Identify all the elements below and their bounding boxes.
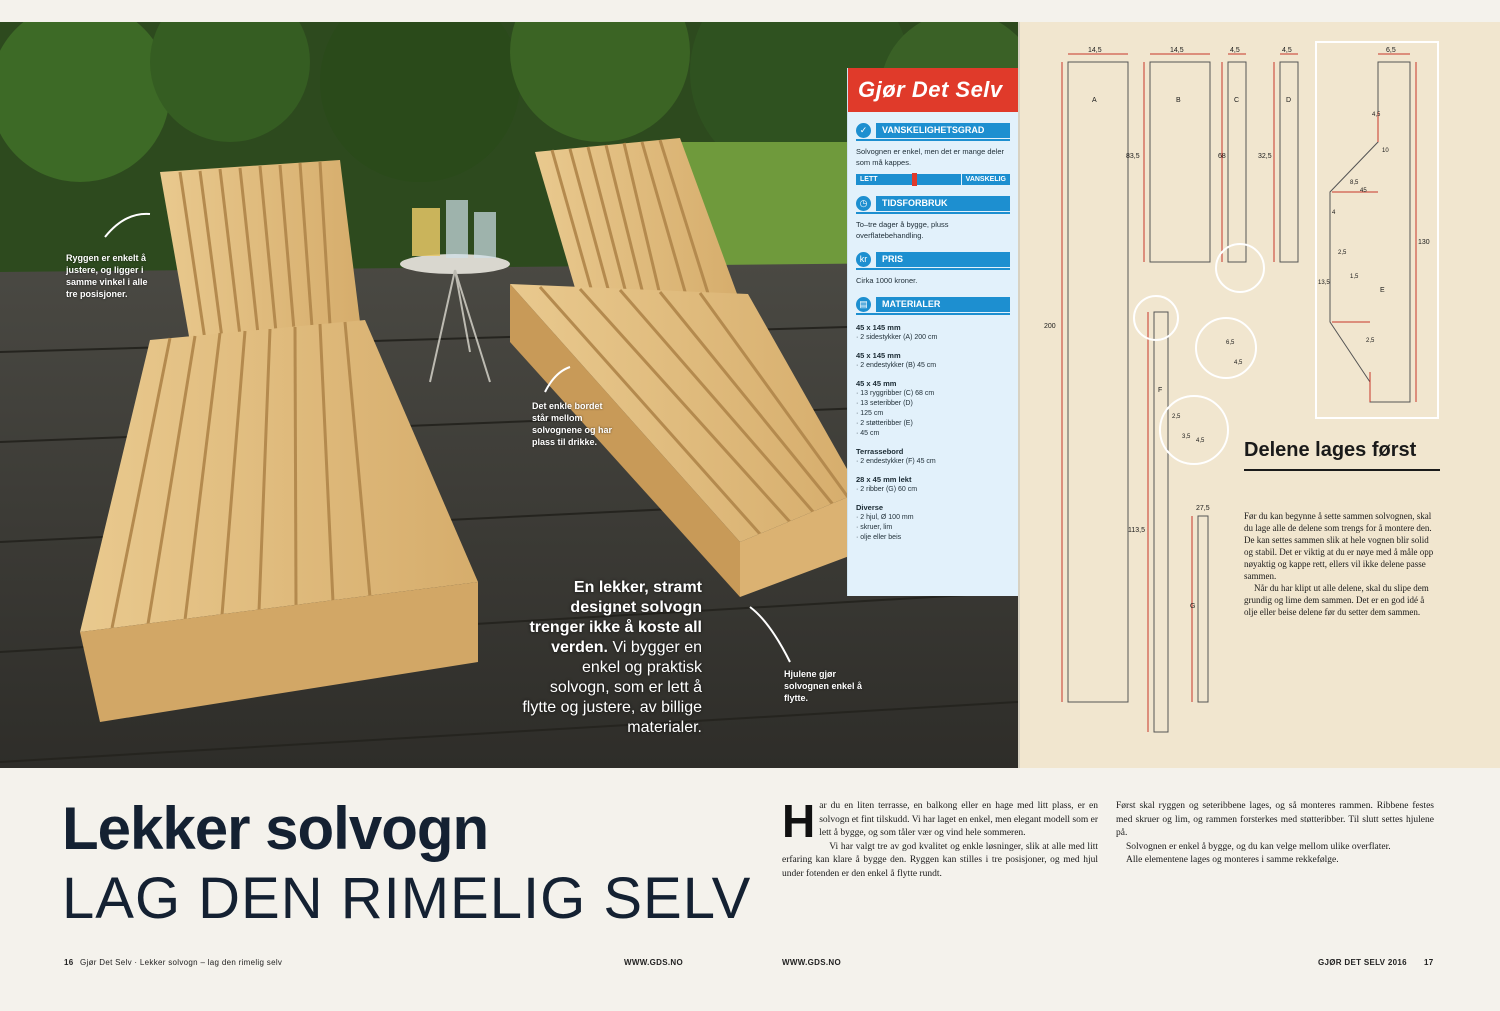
part-c-length: 68	[1218, 153, 1226, 160]
material-line: · skruer, lim	[856, 524, 893, 531]
footer-left-text: Gjør Det Selv · Lekker solvogn – lag den rimelig selv	[80, 958, 283, 967]
detail-dimension-label: 4,5	[1234, 360, 1243, 366]
part-b-length: 83,5	[1126, 153, 1140, 160]
part-d-length: 32,5	[1258, 153, 1272, 160]
material-group	[856, 322, 1010, 343]
parts-diagram	[1020, 22, 1500, 768]
material-line: · 2 støtteribber (E)	[856, 420, 913, 427]
diy-header: Gjør Det Selv	[848, 68, 1018, 112]
meter-bar	[882, 174, 961, 185]
detail-dimension-label: 2,5	[1172, 414, 1181, 420]
part-g-width: 27,5	[1196, 505, 1210, 512]
pull-quote-bold: En lekker, stramt designet solvogn trenger ikke å koste all verden.	[529, 579, 702, 656]
material-group-title: 45 x 145 mm	[856, 351, 901, 360]
article-headline: Lekker solvogn	[62, 795, 489, 862]
material-line: · 2 endestykker (B) 45 cm	[856, 362, 937, 369]
article-paragraph: Har du en liten terrasse, en balkong eller en hage med litt plass, er en solvogn et fint tilskudd. Vi har laget en enkel, men elegant modell som er lett å bygge, og som tåler vær og vind hele sommeren.	[782, 795, 1098, 847]
page-number-left: 16	[64, 958, 74, 967]
photo-caption-table: Det enkle bordet står mellom solvognene og har plass til drikke.	[532, 401, 613, 447]
article-paragraph: Solvognen er enkel å bygge, og du kan velge mellom ulike overflater.	[1126, 841, 1391, 852]
part-g-label: G	[1190, 603, 1196, 610]
materials-list	[856, 322, 1010, 543]
diy-section-title: VANSKELIGHETSGRAD	[876, 123, 1010, 138]
diy-section-price	[856, 251, 1010, 286]
part-d-width: 4,5	[1282, 47, 1292, 54]
material-line: · 13 ryggribber (C) 68 cm	[856, 390, 935, 397]
material-line: · 125 cm	[856, 410, 884, 417]
diy-section-title: PRIS	[876, 252, 1010, 267]
material-group-title: 45 x 45 mm	[856, 379, 897, 388]
parts-section-body	[1244, 510, 1436, 618]
drop-cap: H	[782, 795, 816, 847]
parts-drawing	[1020, 22, 1500, 768]
material-group-title: 45 x 145 mm	[856, 323, 901, 332]
part-e-length: 130	[1418, 239, 1430, 246]
detail-dimension-label: 3,5	[1182, 434, 1191, 440]
parts-section-title: Delene lages først	[1244, 440, 1440, 471]
difficulty-icon: ✓	[856, 123, 871, 138]
detail-dimension-label: 2,5	[1366, 338, 1375, 344]
diy-section-difficulty	[856, 122, 1010, 185]
material-line: · olje eller beis	[856, 534, 902, 541]
article-column-1	[782, 795, 1098, 881]
photo-caption-back: Ryggen er enkelt å justere, og ligger i samme vinkel i alle tre posisjoner.	[66, 253, 148, 299]
article-paragraph: Vi har valgt tre av god kvalitet og enkle løsninger, slik at alle med litt erfaring kan klare å bygge den. Ryggen kan stilles i tre posisjoner, og med hjul under fotenden er den enkel å flytte rundt.	[782, 841, 1098, 879]
part-a-length: 200	[1044, 323, 1056, 330]
article-column-2	[1116, 800, 1434, 868]
material-line: · 2 hjul, Ø 100 mm	[856, 514, 914, 521]
detail-dimension-label: 13,5	[1318, 280, 1330, 286]
part-e-label: E	[1380, 287, 1385, 294]
part-c-label: C	[1234, 97, 1240, 104]
material-line: · 2 ribber (G) 60 cm	[856, 486, 918, 493]
clock-icon: ◷	[856, 196, 871, 211]
footer-left-url: WWW.GDS.NO	[624, 958, 683, 967]
parts-paragraph: Før du kan begynne å sette sammen solvognen, skal du lage alle de delene som trengs for å montere den. De kan settes sammen slik at hele vognen blir solid og stabil. Det er viktig at du er nøye med å måle opp nøyaktig og kappe rett, ellers vil ikke delene passe sammen.	[1244, 511, 1434, 581]
footer-right-url: WWW.GDS.NO	[782, 958, 841, 967]
detail-dimension-label: 45	[1360, 188, 1367, 194]
part-a-width: 14,5	[1088, 47, 1102, 54]
part-d-label: D	[1286, 97, 1292, 104]
part-b-width: 14,5	[1170, 47, 1184, 54]
parts-paragraph: Når du har klipt ut alle delene, skal du slipe dem grundig og lime dem sammen. Det er en god idé å olje eller beise delene før du setter dem sammen.	[1244, 583, 1429, 617]
photo-caption-wheel: Hjulene gjør solvognen enkel å flytte.	[784, 669, 863, 703]
article-paragraph: Først skal ryggen og seteribbene lages, og så monteres rammen. Ribbene festes med skruer og lim, og rammen forsterkes med støtteribber. Til slutt settes hjulene på.	[1116, 801, 1434, 838]
detail-dimension-label: 10	[1382, 148, 1389, 154]
material-line: · 13 seteribber (D)	[856, 400, 913, 407]
diy-section-time	[856, 195, 1010, 241]
diy-section-text: To–tre dager å bygge, pluss overflatebehandling.	[856, 220, 949, 240]
part-b-label: B	[1176, 97, 1181, 104]
part-a-label: A	[1092, 97, 1097, 104]
page-number-right: 17	[1424, 958, 1434, 967]
diy-sidebar	[848, 68, 1018, 596]
part-f-length: 113,5	[1128, 527, 1145, 534]
diy-section-text: Solvognen er enkel, men det er mange deler som må kappes.	[856, 147, 1005, 167]
meter-right-label: VANSKELIG	[961, 174, 1010, 185]
difficulty-meter	[856, 174, 1010, 185]
material-group-title: Terrassebord	[856, 447, 904, 456]
detail-dimension-label: 6,5	[1226, 340, 1235, 346]
material-group-title: Diverse	[856, 503, 884, 512]
material-line: · 2 sidestykker (A) 200 cm	[856, 334, 938, 341]
meter-left-label: LETT	[856, 174, 882, 185]
diy-section-text: Cirka 1000 kroner.	[856, 276, 918, 285]
material-line: · 2 endestykker (F) 45 cm	[856, 458, 936, 465]
detail-dimension-label: 8,5	[1350, 180, 1359, 186]
article-subhead: LAG DEN RIMELIG SELV	[62, 866, 752, 931]
material-group	[856, 474, 1010, 495]
material-group	[856, 378, 1010, 439]
part-c-width: 4,5	[1230, 47, 1240, 54]
material-group-title: 28 x 45 mm lekt	[856, 475, 912, 484]
material-line: · 45 cm	[856, 430, 880, 437]
detail-dimension-label: 4,5	[1372, 112, 1381, 118]
price-icon: kr	[856, 252, 871, 267]
detail-dimension-label: 1,5	[1350, 274, 1359, 280]
diy-section-materials	[856, 296, 1010, 543]
detail-dimension-label: 2,5	[1338, 250, 1347, 256]
material-group	[856, 350, 1010, 371]
pull-quote	[520, 578, 702, 738]
diy-section-title: MATERIALER	[876, 297, 1010, 312]
part-e-width: 6,5	[1386, 47, 1396, 54]
pull-quote-rest: Vi bygger en enkel og praktisk solvogn, som er lett å flytte og justere, av billige materialer.	[522, 639, 702, 736]
meter-marker	[912, 173, 917, 186]
article-paragraph: Alle elementene lages og monteres i samme rekkefølge.	[1126, 855, 1339, 865]
footer-magazine-name: GJØR DET SELV 2016	[1318, 958, 1407, 967]
material-group	[856, 446, 1010, 467]
materials-icon: ▤	[856, 297, 871, 312]
detail-dimension-label: 4,5	[1196, 438, 1205, 444]
material-group	[856, 502, 1010, 543]
detail-dimension-label: 4	[1332, 210, 1336, 216]
diy-section-title: TIDSFORBRUK	[876, 196, 1010, 211]
part-f-label: F	[1158, 387, 1163, 394]
